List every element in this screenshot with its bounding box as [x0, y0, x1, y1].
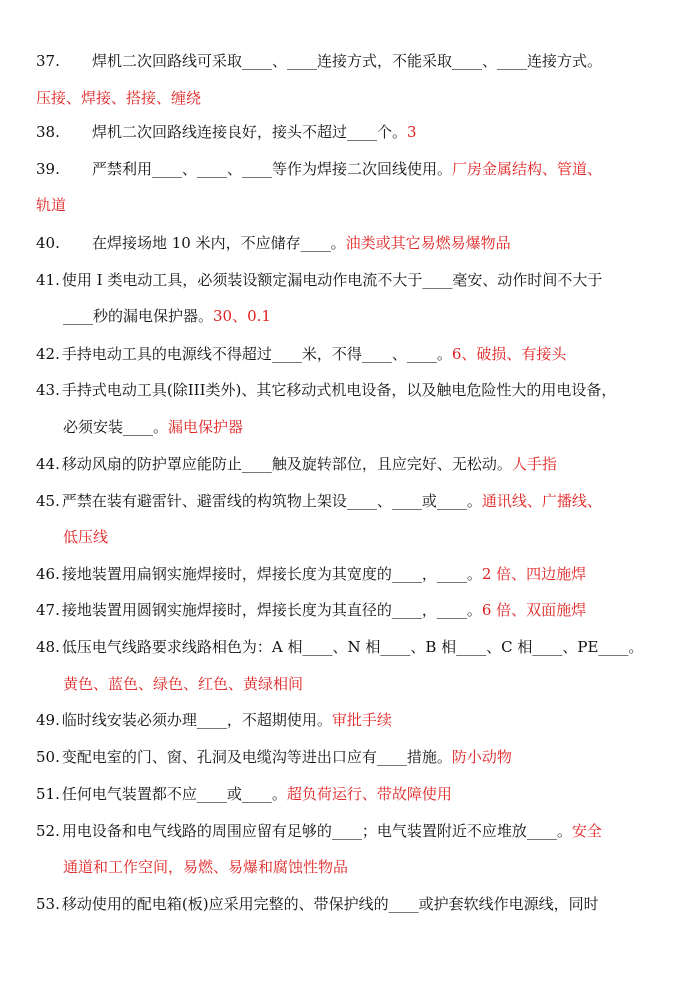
question-text: 接地装置用圆钢实施焊接时，焊接长度为其直径的____，____。 [61, 601, 482, 619]
answer-text: 2 倍、四边施焊 [481, 565, 587, 583]
question-text: 变配电室的门、窗、孔洞及电缆沟等进出口应有____措施。 [61, 748, 452, 766]
question-41 [36, 262, 670, 298]
question-number: 41. [36, 271, 60, 289]
question-43 [36, 372, 670, 408]
question-50 [36, 739, 670, 775]
answer-text: 3 [407, 123, 417, 141]
question-number: 52. [36, 822, 60, 840]
answer-line-37 [36, 80, 670, 116]
question-text: 使用 I 类电动工具，必须装设额定漏电动作电流不大于____毫安、动作时间不大于 [61, 271, 603, 289]
question-45 [36, 483, 670, 519]
answer-text: 安全 [571, 822, 602, 840]
answer-line-48 [63, 666, 670, 702]
question-37 [36, 43, 670, 79]
question-text: 严禁利用____、____、____等作为焊接二次回线使用。 [92, 160, 453, 178]
answer-text: 通讯线、广播线、 [481, 492, 602, 510]
question-text: 移动风扇的防护罩应能防止____触及旋转部位，且应完好、无松动。 [61, 455, 512, 473]
question-48 [36, 629, 670, 665]
question-46 [36, 556, 670, 592]
question-38 [36, 114, 670, 150]
question-text: 焊机二次回路线连接良好，接头不超过____个。 [92, 123, 408, 141]
question-text: 手持电动工具的电源线不得超过____米，不得____、____。 [61, 345, 452, 363]
question-text: 任何电气装置都不应____或____。 [61, 785, 287, 803]
answer-text: 人手指 [511, 455, 557, 473]
question-number: 45. [36, 492, 60, 510]
question-42 [36, 336, 670, 372]
answer-text: 通道和工作空间，易燃、易爆和腐蚀性物品 [63, 858, 349, 876]
question-number: 40. [36, 234, 60, 252]
question-39 [36, 151, 670, 187]
question-number: 39. [36, 160, 60, 178]
question-text: 接地装置用扁钢实施焊接时，焊接长度为其宽度的____，____。 [61, 565, 482, 583]
question-52 [36, 813, 670, 849]
question-43-continued [63, 409, 670, 445]
question-number: 50. [36, 748, 60, 766]
question-number: 38. [36, 123, 60, 141]
question-text: 用电设备和电气线路的周围应留有足够的____；电气装置附近不应堆放____。 [61, 822, 572, 840]
question-number: 37. [36, 52, 60, 70]
question-47 [36, 592, 670, 628]
question-51 [36, 776, 670, 812]
question-number: 44. [36, 455, 60, 473]
answer-text: 6 倍、双面施焊 [481, 601, 587, 619]
answer-text: 6、破损、有接头 [451, 345, 567, 363]
answer-text: 油类或其它易燃易爆物品 [345, 234, 511, 252]
question-text: 移动使用的配电箱(板)应采用完整的、带保护线的____或护套软线作电源线，同时 [61, 895, 599, 913]
answer-text: 漏电保护器 [168, 418, 244, 436]
question-number: 43. [36, 381, 60, 399]
question-text: 必须安装____。 [63, 418, 169, 436]
question-number: 51. [36, 785, 60, 803]
question-text: 在焊接场地 10 米内，不应储存____。 [92, 234, 346, 252]
question-number: 49. [36, 711, 60, 729]
answer-text: 黄色、蓝色、绿色、红色、黄绿相间 [63, 675, 304, 693]
question-text: 严禁在装有避雷针、避雷线的构筑物上架设____、____或____。 [61, 492, 482, 510]
question-text: 临时线安装必须办理____，不超期使用。 [61, 711, 332, 729]
question-41-continued [63, 298, 670, 334]
question-text: ____秒的漏电保护器。 [63, 307, 214, 325]
answer-text: 防小动物 [451, 748, 512, 766]
question-49 [36, 702, 670, 738]
answer-text: 30、0.1 [213, 307, 271, 325]
question-text: 焊机二次回路线可采取____、____连接方式，不能采取____、____连接方式。 [92, 52, 603, 70]
answer-line-52 [63, 849, 670, 885]
answer-text: 厂房金属结构、管道、 [452, 160, 603, 178]
question-number: 53. [36, 895, 60, 913]
answer-text: 超负荷运行、带故障使用 [286, 785, 452, 803]
question-number: 47. [36, 601, 60, 619]
question-53 [36, 886, 670, 922]
question-40 [36, 225, 670, 261]
answer-text: 低压线 [63, 528, 109, 546]
answer-line-39 [36, 187, 670, 223]
question-number: 46. [36, 565, 60, 583]
question-44 [36, 446, 670, 482]
answer-text: 审批手续 [331, 711, 392, 729]
question-text: 低压电气线路要求线路相色为：A 相____、N 相____、B 相____、C 相____、PE____。 [61, 638, 644, 656]
question-text: 手持式电动工具(除III类外)、其它移动式机电设备，以及触电危险性大的用电设备， [61, 381, 617, 399]
question-number: 48. [36, 638, 60, 656]
answer-line-45 [63, 519, 670, 555]
question-number: 42. [36, 345, 60, 363]
answer-text: 压接、焊接、搭接、缠绕 [36, 89, 202, 107]
answer-text: 轨道 [36, 196, 67, 214]
